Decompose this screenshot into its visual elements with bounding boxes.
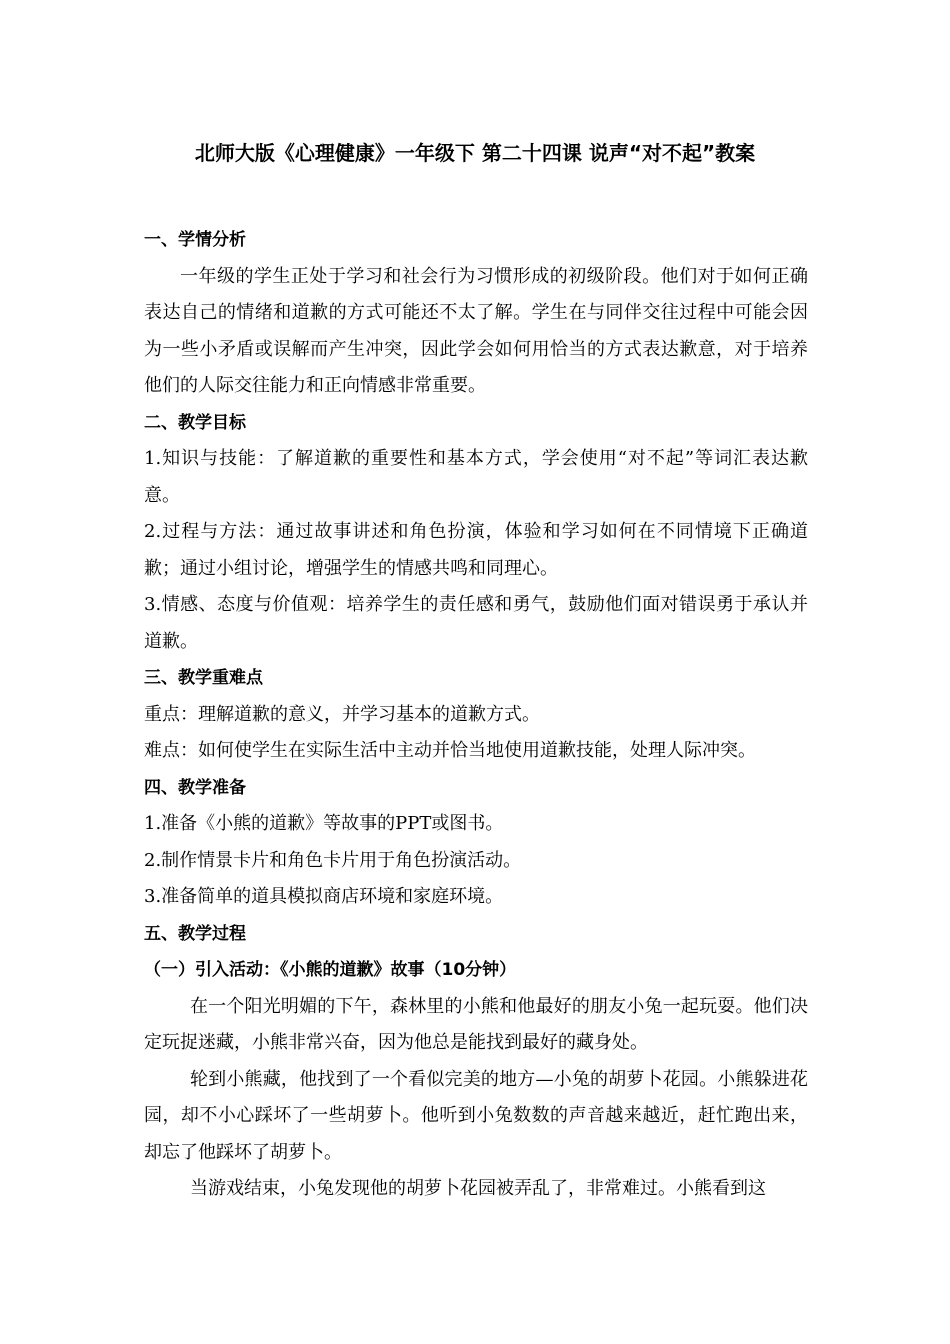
goal-item-1: 1.知识与技能：了解道歉的重要性和基本方式，学会使用“对不起”等词汇表达歉意。 bbox=[144, 448, 808, 506]
preparation-item-3: 3.准备简单的道具模拟商店环境和家庭环境。 bbox=[144, 886, 504, 907]
section-heading-goals: 二、教学目标 bbox=[144, 412, 246, 433]
preparation-item-1: 1.准备《小熊的道歉》等故事的PPT或图书。 bbox=[144, 813, 504, 834]
preparation-item-2: 2.制作情景卡片和角色卡片用于角色扮演活动。 bbox=[144, 849, 522, 871]
subsection-heading-intro: （一）引入活动：《小熊的道歉》故事（10分钟） bbox=[144, 960, 517, 980]
story-paragraph-3: 当游戏结束，小兔发现他的胡萝卜花园被弄乱了，非常难过。小熊看到这 bbox=[190, 1178, 766, 1199]
section-heading-process: 五、教学过程 bbox=[144, 923, 246, 944]
section-heading-preparation: 四、教学准备 bbox=[144, 777, 246, 798]
goal-item-3: 3.情感、态度与价值观：培养学生的责任感和勇气，鼓励他们面对错误勇于承认并道歉。 bbox=[144, 594, 808, 652]
story-paragraph-1: 在一个阳光明媚的下午，森林里的小熊和他最好的朋友小兔一起玩耍。他们决定玩捉迷藏，小熊非常兴奋，因为他总是能找到最好的藏身处。 bbox=[144, 995, 808, 1053]
story-paragraph-2: 轮到小熊藏，他找到了一个看似完美的地方—小兔的胡萝卜花园。小熊躲进花园，却不小心踩坏了一些胡萝卜。他听到小兔数数的声音越来越近，赶忙跑出来，却忘了他踩坏了胡萝卜。 bbox=[144, 1068, 808, 1163]
keypoint-item-2: 难点：如何使学生在实际生活中主动并恰当地使用道歉技能，处理人际冲突。 bbox=[144, 740, 756, 761]
section-heading-analysis: 一、学情分析 bbox=[144, 230, 246, 250]
paragraph-analysis: 一年级的学生正处于学习和社会行为习惯形成的初级阶段。他们对于如何正确表达自己的情绪和道歉的方式可能还不太了解。学生在与同伴交往过程中可能会因为一些小矛盾或误解而产生冲突，因此学会如何用恰当的方式表达歉意，对于培养他们的人际交往能力和正向情感非常重要。 bbox=[144, 265, 808, 396]
document-title: 北师大版《心理健康》一年级下 第二十四课 说声“对不起”教案 bbox=[194, 141, 756, 165]
section-heading-keypoints: 三、教学重难点 bbox=[144, 668, 263, 688]
goal-item-2: 2.过程与方法：通过故事讲述和角色扮演，体验和学习如何在不同情境下正确道歉；通过小组讨论，增强学生的情感共鸣和同理心。 bbox=[144, 521, 808, 579]
keypoint-item-1: 重点：理解道歉的意义，并学习基本的道歉方式。 bbox=[144, 703, 540, 725]
document-body bbox=[144, 222, 808, 1208]
